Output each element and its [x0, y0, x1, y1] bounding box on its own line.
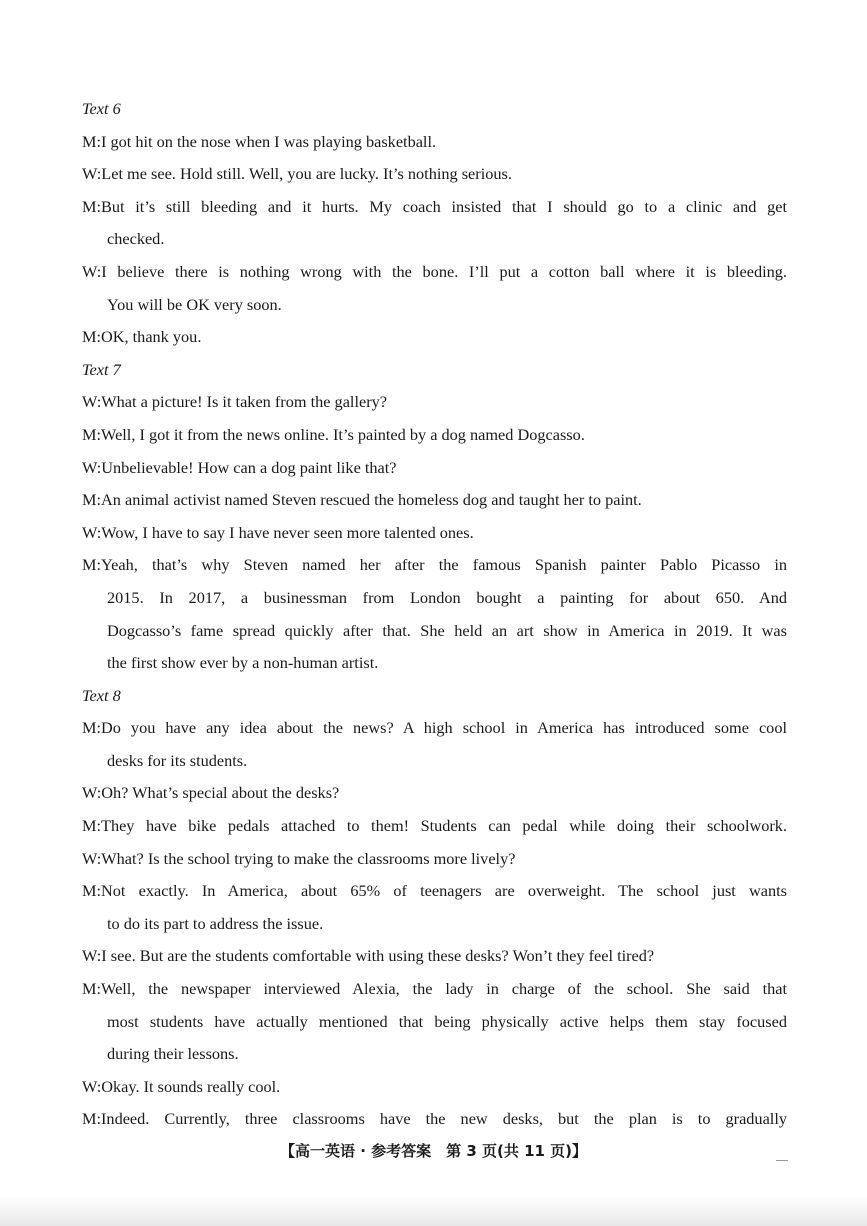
text7-line-9: the first show ever by a non-human artist. — [107, 653, 379, 673]
text8-line-1: M:Do you have any idea about the news? A high school in America has introduced some cool — [82, 718, 787, 738]
text6-heading: Text 6 — [82, 99, 121, 118]
text6-line-5: W:I believe there is nothing wrong with the bone. I’ll put a cotton ball where it is bleeding. — [82, 261, 787, 281]
text7-line-8: Dogcasso’s fame spread quickly after that. She held an art show in America in 2019. It was — [107, 620, 787, 640]
scan-shadow — [0, 1196, 867, 1226]
text8-line-6: M:Not exactly. In America, about 65% of teenagers are overweight. The school just wants — [82, 881, 787, 901]
text7-line-3: W:Unbelievable! How can a dog paint like that? — [82, 457, 397, 477]
text7-line-4: M:An animal activist named Steven rescued the homeless dog and taught her to paint. — [82, 490, 642, 510]
text8-line-2: desks for its students. — [107, 750, 248, 770]
text8-line-11: during their lessons. — [107, 1044, 239, 1064]
text8-heading: Text 8 — [82, 685, 121, 705]
text8-line-8: W:I see. But are the students comfortable with using these desks? Won’t they feel tired? — [82, 946, 655, 966]
text8-line-5: W:What? Is the school trying to make the classrooms more lively? — [82, 848, 516, 868]
text6-line-7: M:OK, thank you. — [82, 327, 202, 347]
text8-line-3: W:Oh? What’s special about the desks? — [82, 783, 340, 803]
text6-line-4: checked. — [107, 229, 165, 249]
text7-line-5: W:Wow, I have to say I have never seen more talented ones. — [82, 522, 474, 542]
text8-line-9: M:Well, the newspaper interviewed Alexia, the lady in charge of the school. She said that — [82, 979, 787, 999]
text8-line-7: to do its part to address the issue. — [107, 913, 324, 933]
text6-line-6: You will be OK very soon. — [107, 294, 282, 314]
text7-line-1: W:What a picture! Is it taken from the gallery? — [82, 392, 387, 412]
scan-mark — [776, 1160, 788, 1161]
text6-line-1: M:I got hit on the nose when I was playing basketball. — [82, 131, 437, 151]
text8-line-4: M:They have bike pedals attached to them! Students can pedal while doing their schoolwork. — [82, 816, 787, 836]
text8-line-10: most students have actually mentioned that being physically active helps them stay focused — [107, 1011, 787, 1031]
text8-line-12: W:Okay. It sounds really cool. — [82, 1076, 281, 1096]
text7-line-2: M:Well, I got it from the news online. It’s painted by a dog named Dogcasso. — [82, 424, 585, 444]
text8-line-13: M:Indeed. Currently, three classrooms have the new desks, but the plan is to gradually — [82, 1109, 787, 1129]
page-footer: 【高一英语 · 参考答案 第 3 页(共 11 页)】 — [279, 1142, 588, 1160]
text7-line-7: 2015. In 2017, a businessman from London bought a painting for about 650. And — [107, 587, 787, 607]
text7-line-6: M:Yeah, that’s why Steven named her after the famous Spanish painter Pablo Picasso in — [82, 555, 787, 575]
text6-line-2: W:Let me see. Hold still. Well, you are lucky. It’s nothing serious. — [82, 164, 512, 184]
text6-line-3: M:But it’s still bleeding and it hurts. My coach insisted that I should go to a clinic and get — [82, 196, 787, 216]
text7-heading: Text 7 — [82, 359, 121, 379]
transcript — [82, 93, 787, 1136]
